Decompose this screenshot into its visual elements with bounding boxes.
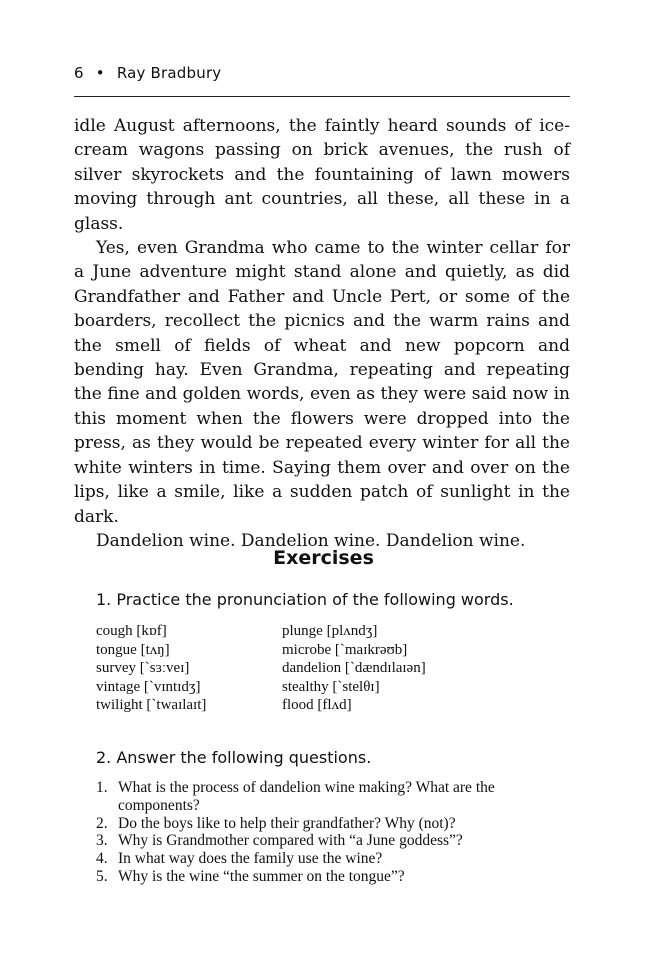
vocab-row [96,696,496,715]
pronunciation-list [96,622,496,715]
separator-bullet: • [95,64,105,82]
question-number: 4. [96,850,108,868]
body-text [74,114,570,553]
author-name: Ray Bradbury [116,64,222,82]
running-head [74,64,221,82]
vocab-item: cough [kɒf] [96,623,167,639]
vocab-row [96,678,496,697]
exercise-1-title: 1. Practice the pronunciation of the following words. [96,590,514,609]
vocab-row [96,641,496,660]
question-text: Why is the wine “the summer on the tongue”? [118,867,405,885]
questions-list [96,779,576,886]
page-number: 6 [74,64,84,82]
question-number: 1. [96,779,108,796]
question-text: Do the boys like to help their grandfather? Why (not)? [118,814,456,832]
vocab-item: microbe [ˋmaɪkrəʊb] [282,641,408,658]
vocab-row [96,659,496,678]
question-item [96,832,576,850]
paragraph: idle August afternoons, the faintly heard sounds of ice-cream wagons passing on brick avenues, the rush of silver skyrockets and the fountaining of lawn mowers moving through ant countries, all these, all these in a glass. [74,116,570,234]
question-item [96,815,576,833]
question-text: What is the process of dandelion wine making? What are the components? [118,779,495,814]
paragraph: Yes, even Grandma who came to the winter cellar for a June adventure might stand alone and quietly, as did Grandfather and Father and Uncle Pert, or some of the boarders, recollect the picnics and the warm rains and the smell of fields of wheat and new popcorn and bending hay. Even Grandma, repeating and repeating the fine and golden words, even as they were said now in this moment when the flowers were dropped into the press, as they would be repeated every winter for all the white winters in time. Saying them over and over on the lips, like a smile, like a sudden patch of sunlight in the dark. [74,238,570,527]
question-number: 5. [96,867,108,885]
header-rule [74,96,570,97]
vocab-item: flood [flʌd] [282,697,352,713]
question-number: 2. [96,814,108,832]
question-item [96,850,576,868]
vocab-item: twilight [ˋtwaɪlaɪt] [96,697,207,713]
question-item [96,779,576,815]
question-number: 3. [96,832,108,850]
vocab-item: tongue [tʌŋ] [96,641,170,658]
question-item [96,868,576,886]
paragraph: Dandelion wine. Dandelion wine. Dandelion wine. [96,530,526,551]
question-text: Why is Grandmother compared with “a June goddess”? [118,832,463,850]
exercise-2-title: 2. Answer the following questions. [96,748,372,767]
question-text: In what way does the family use the wine? [118,850,383,868]
vocab-item: vintage [ˋvɪntɪdʒ] [96,678,201,695]
vocab-item: plunge [plʌndʒ] [282,623,378,639]
vocab-row [96,622,496,641]
vocab-item: dandelion [ˋdændɪlaɪən] [282,660,426,676]
vocab-item: survey [ˋsɜːveɪ] [96,660,190,676]
exercises-heading: Exercises [273,547,374,569]
vocab-item: stealthy [ˋstelθɪ] [282,678,380,695]
